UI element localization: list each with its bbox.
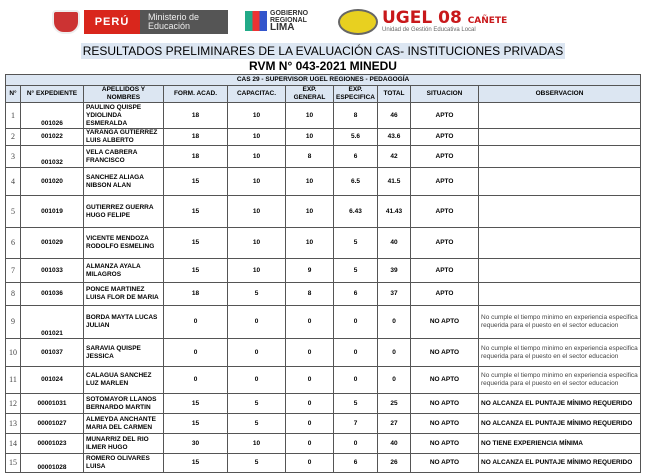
cell-form-acad: 30	[164, 434, 228, 454]
cell-expediente: 001020	[21, 168, 84, 196]
cell-exp-especifica: 6.43	[334, 196, 378, 228]
cell-name: YARANGA GUTIERREZ LUIS ALBERTO	[84, 129, 164, 146]
table-row	[6, 367, 641, 394]
column-header: CAPACITAC.	[228, 86, 286, 103]
column-header: EXP. GENERAL	[286, 86, 334, 103]
cell-expediente: 001033	[21, 259, 84, 283]
cell-exp-general: 0	[286, 454, 334, 473]
ministerio-logo: Ministerio de Educación	[140, 10, 228, 34]
cell-situacion: APTO	[411, 103, 479, 129]
cell-situacion: APTO	[411, 228, 479, 259]
cell-observacion: No cumple el tiempo minimo en experiencia especifica requerida para el puesto en el sector educacion	[479, 339, 641, 367]
cell-exp-especifica: 0	[334, 306, 378, 339]
cell-name: VELA CABRERA FRANCISCO	[84, 146, 164, 168]
cell-capacitac: 10	[228, 259, 286, 283]
cell-observacion: NO ALCANZA EL PUNTAJE MÍNIMO REQUERIDO	[479, 414, 641, 434]
cell-name: ALMEYDA ANCHANTE MARIA DEL CARMEN	[84, 414, 164, 434]
column-header: SITUACION	[411, 86, 479, 103]
cell-situacion: APTO	[411, 259, 479, 283]
cell-row-number: 3	[6, 146, 21, 168]
cell-row-number: 12	[6, 394, 21, 414]
cell-expediente: 001026	[21, 103, 84, 129]
cell-observacion: NO ALCANZA EL PUNTAJE MÍNIMO REQUERIDO	[479, 394, 641, 414]
cell-form-acad: 15	[164, 394, 228, 414]
cell-expediente: 001037	[21, 339, 84, 367]
cell-observacion: NO ALCANZA EL PUNTAJE MÍNIMO REQUERIDO	[479, 454, 641, 473]
table-row	[6, 414, 641, 434]
cell-capacitac: 10	[228, 168, 286, 196]
table-row	[6, 146, 641, 168]
table-row	[6, 454, 641, 473]
cell-form-acad: 18	[164, 103, 228, 129]
cell-capacitac: 10	[228, 196, 286, 228]
table-row	[6, 339, 641, 367]
cell-name: ALMANZA AYALA MILAGROS	[84, 259, 164, 283]
cell-total: 0	[378, 306, 411, 339]
cell-expediente: 001032	[21, 146, 84, 168]
column-header: OBSERVACION	[479, 86, 641, 103]
ugel-seal-logo	[338, 9, 378, 35]
cell-capacitac: 5	[228, 454, 286, 473]
cell-exp-general: 0	[286, 367, 334, 394]
cell-row-number: 9	[6, 306, 21, 339]
cell-exp-general: 0	[286, 414, 334, 434]
cell-situacion: NO APTO	[411, 339, 479, 367]
cell-exp-especifica: 0	[334, 367, 378, 394]
cell-name: BORDA MAYTA LUCAS JULIAN	[84, 306, 164, 339]
cell-exp-especifica: 0	[334, 434, 378, 454]
cell-name: CALAGUA SANCHEZ LUZ MARLEN	[84, 367, 164, 394]
cell-form-acad: 15	[164, 414, 228, 434]
cell-row-number: 8	[6, 283, 21, 306]
cell-exp-especifica: 6.5	[334, 168, 378, 196]
cell-expediente: 00001023	[21, 434, 84, 454]
cell-exp-especifica: 8	[334, 103, 378, 129]
cell-exp-general: 0	[286, 339, 334, 367]
cell-total: 26	[378, 454, 411, 473]
cell-expediente: 00001028	[21, 454, 84, 473]
cell-exp-general: 0	[286, 434, 334, 454]
cell-exp-especifica: 7	[334, 414, 378, 434]
cell-situacion: APTO	[411, 168, 479, 196]
gobierno-regional-text: GOBIERNO REGIONAL LIMA	[270, 10, 309, 33]
cell-exp-especifica: 5	[334, 259, 378, 283]
cell-form-acad: 18	[164, 129, 228, 146]
cell-capacitac: 10	[228, 228, 286, 259]
peru-logo: PERÚ	[84, 10, 140, 34]
cell-form-acad: 15	[164, 168, 228, 196]
ugel-subtitle: Unidad de Gestión Educativa Local	[382, 27, 476, 33]
cell-form-acad: 15	[164, 228, 228, 259]
cell-form-acad: 18	[164, 283, 228, 306]
table-row	[6, 394, 641, 414]
cell-observacion	[479, 259, 641, 283]
cell-row-number: 6	[6, 228, 21, 259]
cell-row-number: 7	[6, 259, 21, 283]
cell-form-acad: 15	[164, 454, 228, 473]
cell-exp-especifica: 0	[334, 339, 378, 367]
cell-total: 0	[378, 367, 411, 394]
cell-capacitac: 5	[228, 414, 286, 434]
table-row	[6, 434, 641, 454]
cell-total: 41.5	[378, 168, 411, 196]
cell-total: 37	[378, 283, 411, 306]
cell-name: PAULINO QUISPE YDIOLINDA ESMERALDA	[84, 103, 164, 129]
cell-form-acad: 15	[164, 196, 228, 228]
cell-row-number: 13	[6, 414, 21, 434]
cell-situacion: NO APTO	[411, 394, 479, 414]
table-caption: CAS 29 - SUPERVISOR UGEL REGIONES - PEDAGOGÍA	[6, 75, 641, 86]
page-subtitle: RVM N° 043-2021 MINEDU	[249, 59, 397, 73]
cell-form-acad: 0	[164, 306, 228, 339]
cell-row-number: 10	[6, 339, 21, 367]
gobierno-regional-logo	[245, 11, 267, 31]
cell-observacion	[479, 129, 641, 146]
cell-expediente: 00001027	[21, 414, 84, 434]
cell-total: 40	[378, 228, 411, 259]
cell-form-acad: 15	[164, 259, 228, 283]
table-row	[6, 306, 641, 339]
cell-capacitac: 10	[228, 129, 286, 146]
table-row	[6, 259, 641, 283]
table-row	[6, 129, 641, 146]
cell-capacitac: 10	[228, 146, 286, 168]
cell-exp-general: 10	[286, 228, 334, 259]
column-header: N° EXPEDIENTE	[21, 86, 84, 103]
cell-expediente: 001019	[21, 196, 84, 228]
cell-exp-general: 10	[286, 103, 334, 129]
cell-exp-especifica: 6	[334, 454, 378, 473]
cell-total: 25	[378, 394, 411, 414]
cell-exp-general: 10	[286, 168, 334, 196]
cell-total: 42	[378, 146, 411, 168]
column-header: N°	[6, 86, 21, 103]
column-header: EXP. ESPECIFICA	[334, 86, 378, 103]
cell-row-number: 15	[6, 454, 21, 473]
cell-situacion: NO APTO	[411, 454, 479, 473]
cell-observacion	[479, 196, 641, 228]
cell-observacion	[479, 228, 641, 259]
cell-situacion: NO APTO	[411, 306, 479, 339]
table-row	[6, 196, 641, 228]
cell-name: VICENTE MENDOZA RODOLFO ESMELING	[84, 228, 164, 259]
cell-observacion	[479, 283, 641, 306]
cell-situacion: NO APTO	[411, 414, 479, 434]
cell-form-acad: 0	[164, 339, 228, 367]
cell-row-number: 2	[6, 129, 21, 146]
cell-situacion: APTO	[411, 196, 479, 228]
cell-capacitac: 0	[228, 367, 286, 394]
cell-situacion: APTO	[411, 129, 479, 146]
cell-situacion: NO APTO	[411, 367, 479, 394]
cell-name: SOTOMAYOR LLANOS BERNARDO MARTIN	[84, 394, 164, 414]
cell-exp-general: 10	[286, 129, 334, 146]
cell-row-number: 14	[6, 434, 21, 454]
results-table	[5, 74, 641, 473]
cell-name: SANCHEZ ALIAGA NIBSON ALAN	[84, 168, 164, 196]
table-row	[6, 168, 641, 196]
cell-capacitac: 5	[228, 283, 286, 306]
cell-total: 40	[378, 434, 411, 454]
cell-exp-especifica: 6	[334, 146, 378, 168]
ugel-logo: UGEL 08 CAÑETE	[382, 8, 508, 28]
cell-exp-especifica: 5	[334, 394, 378, 414]
cell-observacion	[479, 168, 641, 196]
cell-name: GUTIERREZ GUERRA HUGO FELIPE	[84, 196, 164, 228]
column-header: FORM. ACAD.	[164, 86, 228, 103]
cell-exp-general: 10	[286, 196, 334, 228]
table-row	[6, 283, 641, 306]
header-logos	[0, 8, 646, 36]
cell-situacion: NO APTO	[411, 434, 479, 454]
cell-expediente: 001024	[21, 367, 84, 394]
cell-observacion: No cumple el tiempo minimo en experiencia especifica requerida para el puesto en el sector educacion	[479, 306, 641, 339]
cell-expediente: 001021	[21, 306, 84, 339]
cell-exp-especifica: 6	[334, 283, 378, 306]
cell-form-acad: 18	[164, 146, 228, 168]
cell-capacitac: 10	[228, 434, 286, 454]
cell-exp-especifica: 5	[334, 228, 378, 259]
cell-row-number: 4	[6, 168, 21, 196]
column-header: APELLIDOS Y NOMBRES	[84, 86, 164, 103]
cell-name: PONCE MARTINEZ LUISA FLOR DE MARIA	[84, 283, 164, 306]
cell-row-number: 5	[6, 196, 21, 228]
cell-observacion: No cumple el tiempo minimo en experiencia especifica requerida para el puesto en el sector educacion	[479, 367, 641, 394]
cell-situacion: APTO	[411, 146, 479, 168]
column-header: TOTAL	[378, 86, 411, 103]
cell-exp-general: 9	[286, 259, 334, 283]
cell-capacitac: 0	[228, 306, 286, 339]
cell-exp-general: 0	[286, 394, 334, 414]
table-row	[6, 228, 641, 259]
cell-name: ROMERO OLIVARES LUISA	[84, 454, 164, 473]
cell-expediente: 001036	[21, 283, 84, 306]
cell-expediente: 00001031	[21, 394, 84, 414]
cell-capacitac: 10	[228, 103, 286, 129]
page-title: RESULTADOS PRELIMINARES DE LA EVALUACIÓN CAS- INSTITUCIONES PRIVADAS	[82, 44, 564, 58]
cell-observacion	[479, 146, 641, 168]
cell-exp-especifica: 5.6	[334, 129, 378, 146]
cell-exp-general: 8	[286, 283, 334, 306]
cell-total: 46	[378, 103, 411, 129]
cell-form-acad: 0	[164, 367, 228, 394]
peru-coat-of-arms-logo	[52, 10, 80, 34]
cell-expediente: 001029	[21, 228, 84, 259]
cell-name: MUNARRIZ DEL RIO ILMER HUGO	[84, 434, 164, 454]
table-row	[6, 103, 641, 129]
cell-total: 41.43	[378, 196, 411, 228]
cell-observacion: NO TIENE EXPERIENCIA MÍNIMA	[479, 434, 641, 454]
cell-total: 27	[378, 414, 411, 434]
cell-total: 0	[378, 339, 411, 367]
cell-total: 39	[378, 259, 411, 283]
cell-situacion: APTO	[411, 283, 479, 306]
cell-total: 43.6	[378, 129, 411, 146]
cell-row-number: 1	[6, 103, 21, 129]
cell-expediente: 001022	[21, 129, 84, 146]
cell-observacion	[479, 103, 641, 129]
cell-capacitac: 5	[228, 394, 286, 414]
cell-row-number: 11	[6, 367, 21, 394]
cell-exp-general: 8	[286, 146, 334, 168]
cell-capacitac: 0	[228, 339, 286, 367]
cell-name: SARAVIA QUISPE JESSICA	[84, 339, 164, 367]
cell-exp-general: 0	[286, 306, 334, 339]
